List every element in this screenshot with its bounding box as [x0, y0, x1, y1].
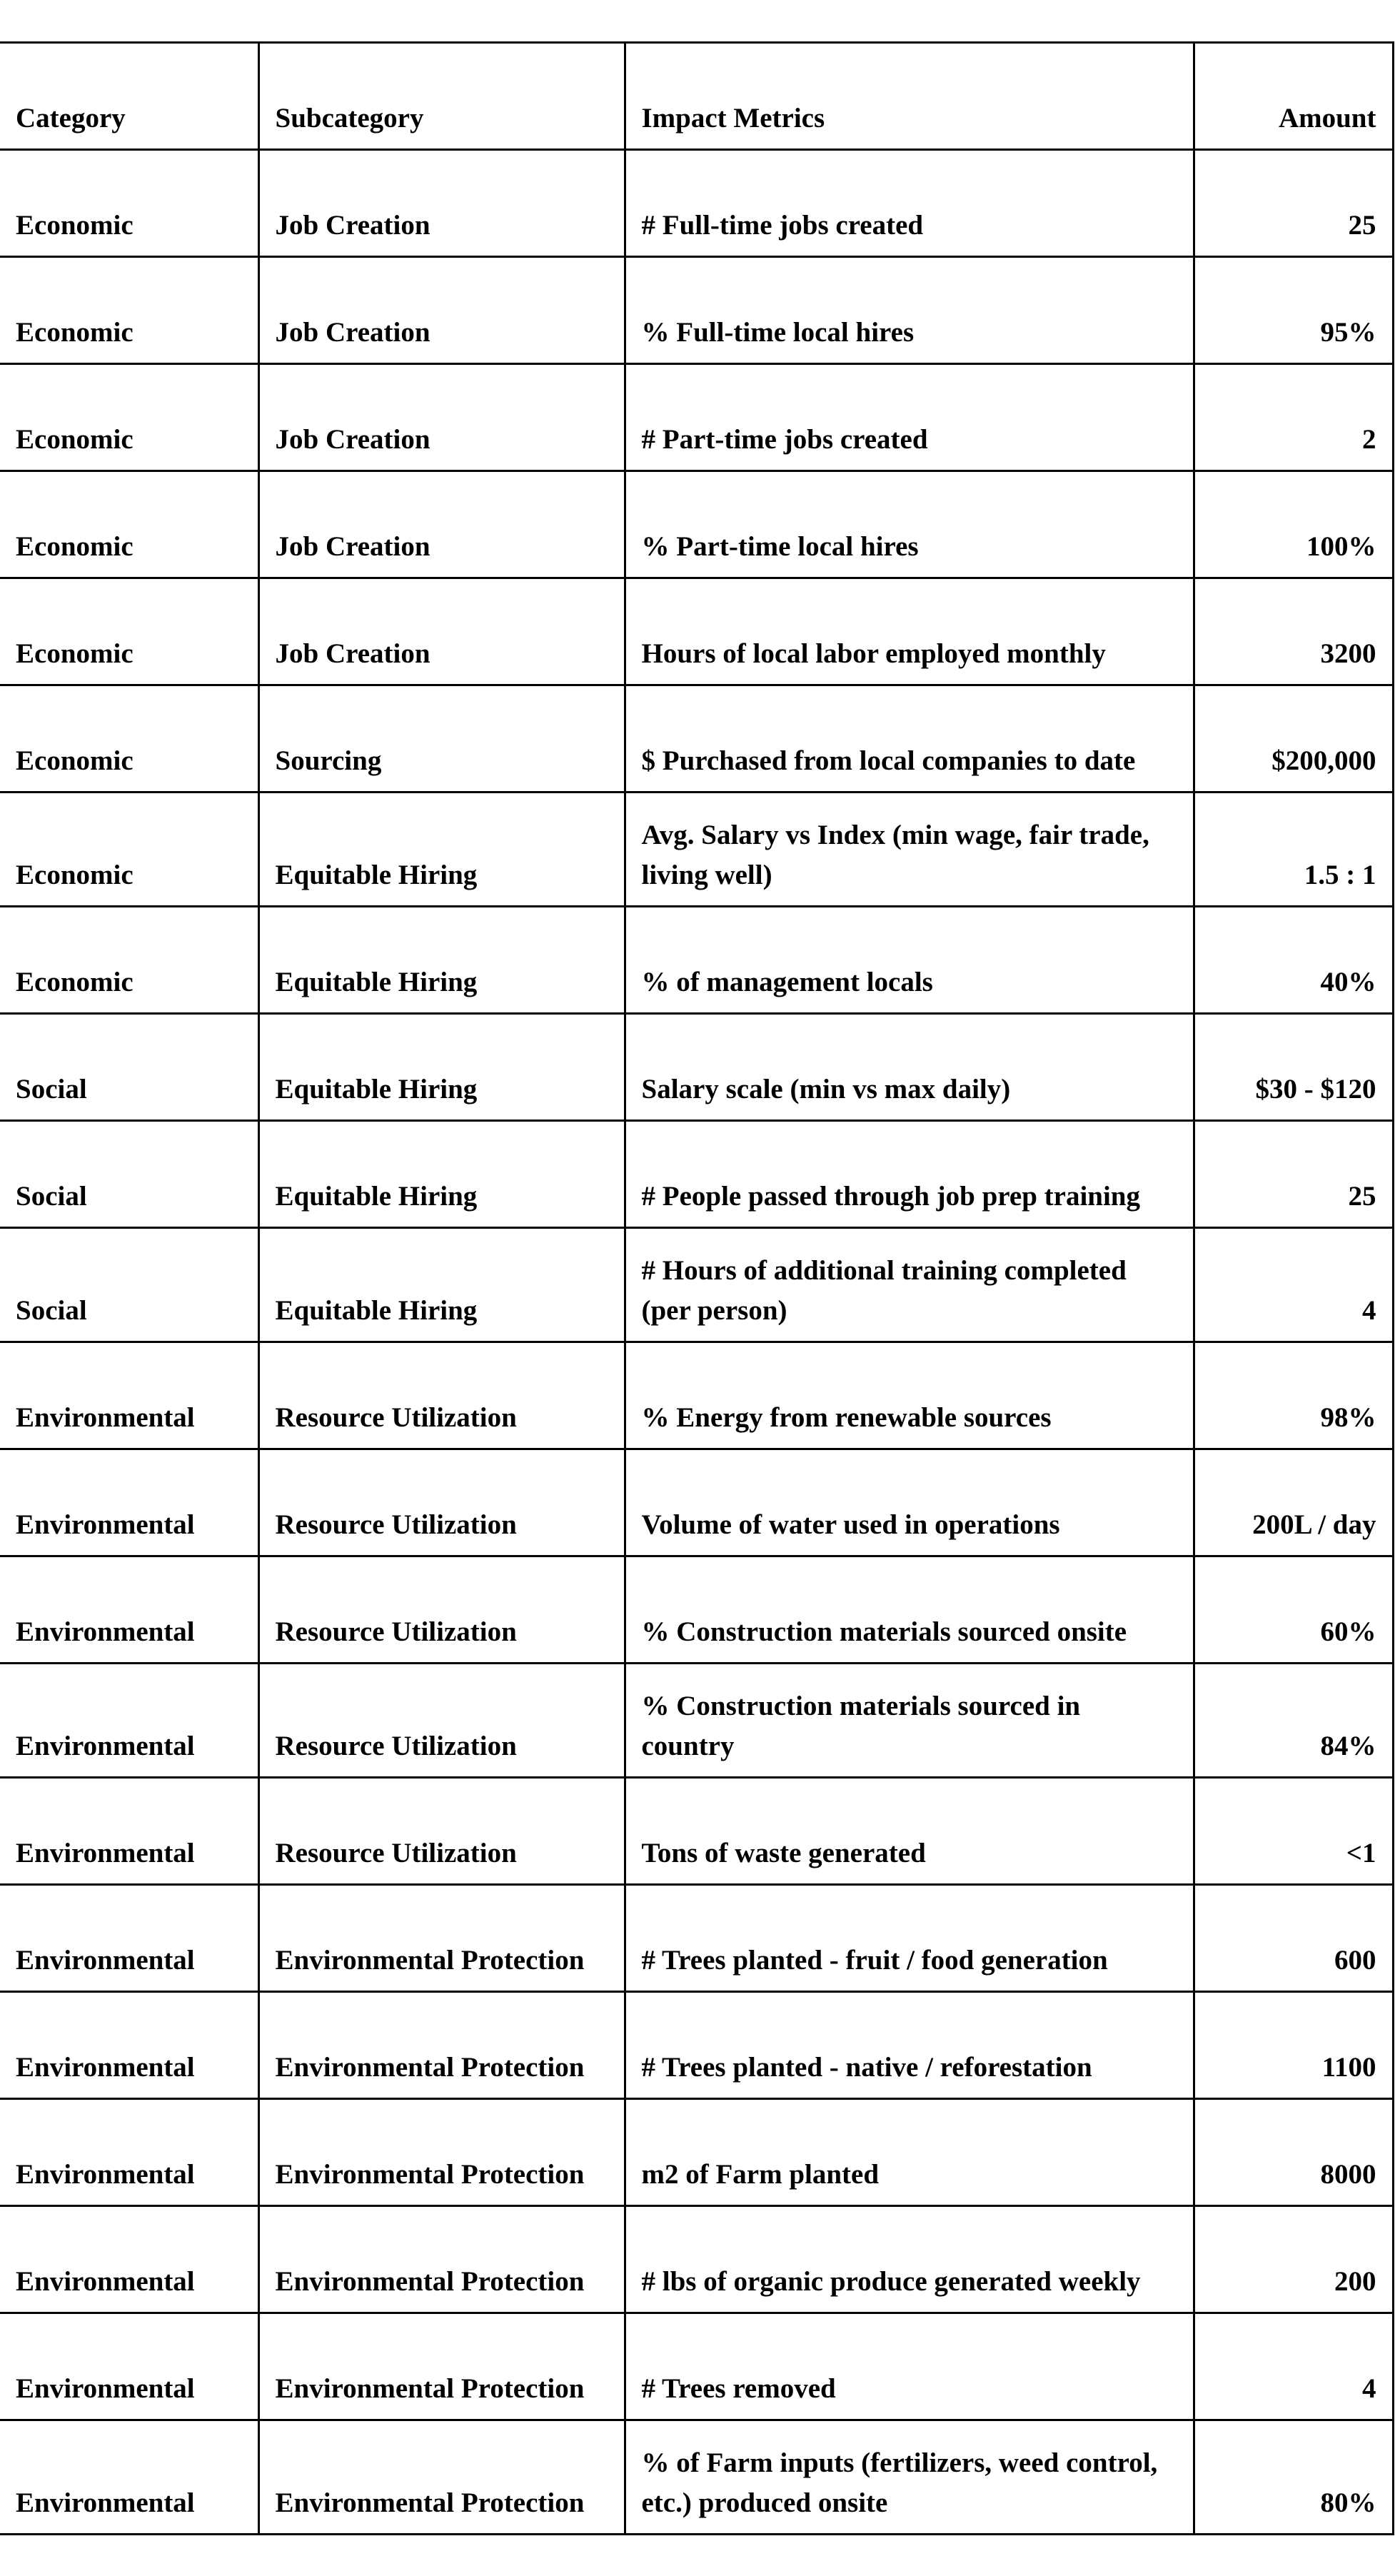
cell-category: Economic — [0, 907, 258, 1014]
table-row — [0, 1778, 1393, 1885]
table-row — [0, 150, 1393, 257]
table-row — [0, 1449, 1393, 1556]
cell-subcategory: Equitable Hiring — [258, 1228, 625, 1342]
table-row — [0, 1014, 1393, 1121]
cell-impact-metric: # Trees planted - fruit / food generation — [625, 1885, 1194, 1992]
cell-category: Economic — [0, 685, 258, 793]
cell-amount: 60% — [1194, 1556, 1393, 1664]
table-row — [0, 2420, 1393, 2535]
table-row — [0, 1664, 1393, 1778]
cell-subcategory: Environmental Protection — [258, 1885, 625, 1992]
table-row — [0, 257, 1393, 364]
cell-category: Environmental — [0, 2420, 258, 2535]
cell-impact-metric: % Construction materials sourced in country — [625, 1664, 1194, 1778]
cell-impact-metric: # Full-time jobs created — [625, 150, 1194, 257]
header-amount: Amount — [1194, 43, 1393, 150]
cell-subcategory: Environmental Protection — [258, 1992, 625, 2099]
cell-amount: 40% — [1194, 907, 1393, 1014]
table-row — [0, 2099, 1393, 2206]
cell-amount: 100% — [1194, 471, 1393, 578]
cell-amount: 25 — [1194, 1121, 1393, 1228]
cell-category: Economic — [0, 257, 258, 364]
cell-amount: 2 — [1194, 364, 1393, 471]
cell-impact-metric: % Energy from renewable sources — [625, 1342, 1194, 1449]
cell-impact-metric: # Trees planted - native / reforestation — [625, 1992, 1194, 2099]
cell-impact-metric: # Trees removed — [625, 2313, 1194, 2420]
cell-category: Environmental — [0, 2206, 258, 2313]
cell-impact-metric: # Part-time jobs created — [625, 364, 1194, 471]
header-impact-metrics: Impact Metrics — [625, 43, 1194, 150]
cell-impact-metric: Avg. Salary vs Index (min wage, fair trade, living well) — [625, 793, 1194, 907]
cell-category: Environmental — [0, 1556, 258, 1664]
cell-impact-metric: # Hours of additional training completed (per person) — [625, 1228, 1194, 1342]
cell-amount: 80% — [1194, 2420, 1393, 2535]
cell-impact-metric: Salary scale (min vs max daily) — [625, 1014, 1194, 1121]
cell-amount: 98% — [1194, 1342, 1393, 1449]
cell-subcategory: Equitable Hiring — [258, 793, 625, 907]
cell-category: Social — [0, 1228, 258, 1342]
cell-amount: <1 — [1194, 1778, 1393, 1885]
cell-impact-metric: Volume of water used in operations — [625, 1449, 1194, 1556]
cell-impact-metric: $ Purchased from local companies to date — [625, 685, 1194, 793]
cell-impact-metric: % Full-time local hires — [625, 257, 1194, 364]
table-row — [0, 364, 1393, 471]
table-row — [0, 471, 1393, 578]
cell-amount: 3200 — [1194, 578, 1393, 685]
cell-subcategory: Resource Utilization — [258, 1664, 625, 1778]
cell-impact-metric: Tons of waste generated — [625, 1778, 1194, 1885]
table-row — [0, 1556, 1393, 1664]
cell-amount: 4 — [1194, 2313, 1393, 2420]
table-row — [0, 2313, 1393, 2420]
cell-category: Environmental — [0, 2099, 258, 2206]
impact-metrics-table — [0, 41, 1394, 2535]
cell-subcategory: Environmental Protection — [258, 2099, 625, 2206]
cell-category: Environmental — [0, 1449, 258, 1556]
cell-amount: $30 - $120 — [1194, 1014, 1393, 1121]
cell-impact-metric: % of management locals — [625, 907, 1194, 1014]
table-row — [0, 907, 1393, 1014]
cell-subcategory: Equitable Hiring — [258, 1121, 625, 1228]
cell-category: Environmental — [0, 2313, 258, 2420]
cell-subcategory: Sourcing — [258, 685, 625, 793]
cell-subcategory: Job Creation — [258, 364, 625, 471]
cell-subcategory: Equitable Hiring — [258, 1014, 625, 1121]
cell-impact-metric: # People passed through job prep training — [625, 1121, 1194, 1228]
cell-impact-metric: % Construction materials sourced onsite — [625, 1556, 1194, 1664]
table-row — [0, 1228, 1393, 1342]
cell-impact-metric: Hours of local labor employed monthly — [625, 578, 1194, 685]
cell-subcategory: Job Creation — [258, 578, 625, 685]
cell-subcategory: Resource Utilization — [258, 1778, 625, 1885]
cell-category: Economic — [0, 793, 258, 907]
cell-impact-metric: % Part-time local hires — [625, 471, 1194, 578]
cell-subcategory: Equitable Hiring — [258, 907, 625, 1014]
cell-subcategory: Job Creation — [258, 471, 625, 578]
cell-amount: 84% — [1194, 1664, 1393, 1778]
table-row — [0, 1342, 1393, 1449]
cell-amount: 600 — [1194, 1885, 1393, 1992]
cell-amount: 200 — [1194, 2206, 1393, 2313]
cell-impact-metric: m2 of Farm planted — [625, 2099, 1194, 2206]
table-row — [0, 1121, 1393, 1228]
cell-category: Social — [0, 1014, 258, 1121]
cell-subcategory: Job Creation — [258, 150, 625, 257]
header-row — [0, 43, 1393, 150]
table-row — [0, 578, 1393, 685]
cell-category: Environmental — [0, 1992, 258, 2099]
table-row — [0, 685, 1393, 793]
table-row — [0, 1885, 1393, 1992]
cell-amount: 1.5 : 1 — [1194, 793, 1393, 907]
cell-amount: 200L / day — [1194, 1449, 1393, 1556]
cell-subcategory: Resource Utilization — [258, 1556, 625, 1664]
cell-amount: 95% — [1194, 257, 1393, 364]
header-category: Category — [0, 43, 258, 150]
table-row — [0, 1992, 1393, 2099]
cell-category: Economic — [0, 364, 258, 471]
cell-amount: $200,000 — [1194, 685, 1393, 793]
cell-subcategory: Environmental Protection — [258, 2313, 625, 2420]
cell-subcategory: Resource Utilization — [258, 1449, 625, 1556]
cell-category: Environmental — [0, 1778, 258, 1885]
table-row — [0, 2206, 1393, 2313]
header-subcategory: Subcategory — [258, 43, 625, 150]
table-row — [0, 793, 1393, 907]
cell-category: Social — [0, 1121, 258, 1228]
cell-category: Economic — [0, 150, 258, 257]
cell-category: Economic — [0, 578, 258, 685]
cell-subcategory: Resource Utilization — [258, 1342, 625, 1449]
cell-category: Environmental — [0, 1342, 258, 1449]
cell-subcategory: Job Creation — [258, 257, 625, 364]
table-body — [0, 43, 1393, 2535]
cell-amount: 4 — [1194, 1228, 1393, 1342]
cell-category: Economic — [0, 471, 258, 578]
cell-amount: 1100 — [1194, 1992, 1393, 2099]
cell-subcategory: Environmental Protection — [258, 2206, 625, 2313]
cell-subcategory: Environmental Protection — [258, 2420, 625, 2535]
cell-amount: 8000 — [1194, 2099, 1393, 2206]
cell-impact-metric: # lbs of organic produce generated weekly — [625, 2206, 1194, 2313]
cell-category: Environmental — [0, 1885, 258, 1992]
cell-category: Environmental — [0, 1664, 258, 1778]
cell-impact-metric: % of Farm inputs (fertilizers, weed control, etc.) produced onsite — [625, 2420, 1194, 2535]
cell-amount: 25 — [1194, 150, 1393, 257]
